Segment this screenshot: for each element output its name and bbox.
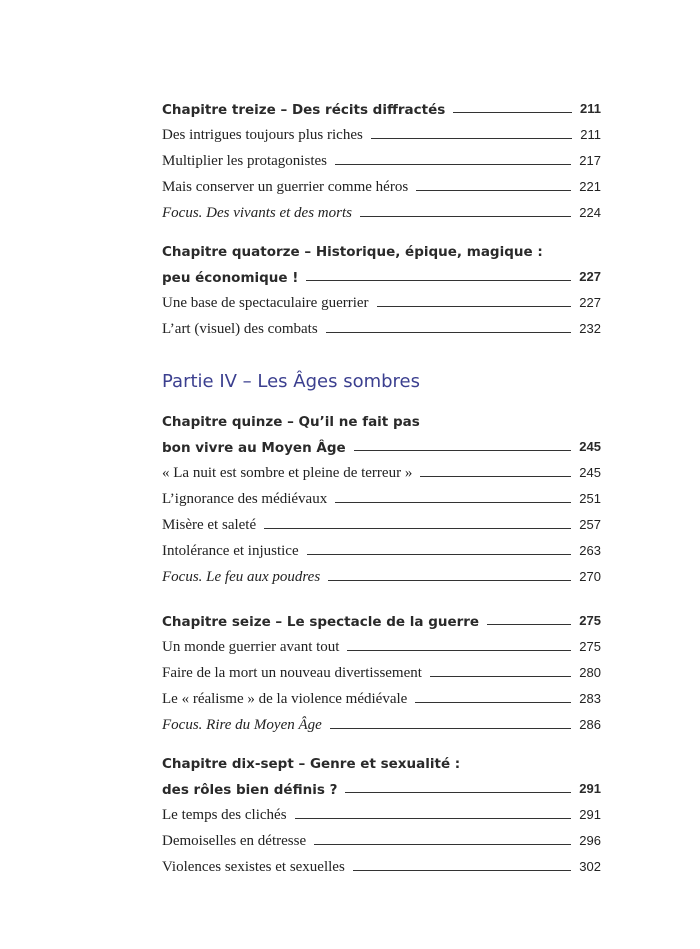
- chapter-block: [162, 410, 601, 586]
- section-entry[interactable]: [162, 798, 601, 824]
- chapter-title-line: Chapitre quatorze – Historique, épique, magique :: [162, 244, 543, 260]
- chapter-title: des rôles bien définis ?: [162, 781, 338, 798]
- focus-entry[interactable]: [162, 708, 601, 734]
- leader-line: [353, 870, 571, 871]
- chapter-title-entry[interactable]: [162, 604, 601, 630]
- section-entry[interactable]: [162, 682, 601, 708]
- section-title: Focus. Le feu aux poudres: [162, 569, 321, 585]
- section-title: Le temps des clichés: [162, 807, 287, 823]
- page-number: 283: [579, 691, 601, 707]
- leader-line: [335, 164, 571, 165]
- leader-line: [306, 280, 571, 281]
- section-title: Faire de la mort un nouveau divertissement: [162, 665, 422, 681]
- chapter-block: [162, 604, 601, 734]
- leader-line: [328, 580, 571, 581]
- section-entry[interactable]: [162, 286, 601, 312]
- page-number: 227: [579, 295, 601, 311]
- leader-line: [345, 792, 571, 793]
- page-number: 245: [579, 439, 601, 455]
- page-number: 296: [579, 833, 601, 849]
- section-title: Mais conserver un guerrier comme héros: [162, 179, 409, 195]
- page-number: 286: [579, 717, 601, 733]
- chapter-title-line: Chapitre dix-sept – Genre et sexualité :: [162, 756, 461, 772]
- section-title: Focus. Rire du Moyen Âge: [162, 717, 322, 733]
- section-entry[interactable]: [162, 144, 601, 170]
- page-number: 245: [579, 465, 601, 481]
- page-number: 291: [579, 781, 601, 797]
- page-number: 227: [579, 269, 601, 285]
- section-entry[interactable]: [162, 534, 601, 560]
- table-of-contents: [162, 92, 601, 876]
- page-number: 251: [579, 491, 601, 507]
- section-title: Violences sexistes et sexuelles: [162, 859, 345, 875]
- chapter-title-entry[interactable]: [162, 430, 601, 456]
- section-entry[interactable]: [162, 312, 601, 338]
- leader-line: [416, 190, 571, 191]
- leader-line: [335, 502, 571, 503]
- section-title: Demoiselles en détresse: [162, 833, 307, 849]
- page-number: 221: [579, 179, 601, 195]
- section-title: Intolérance et injustice: [162, 543, 299, 559]
- page-number: 257: [579, 517, 601, 533]
- section-entry[interactable]: [162, 482, 601, 508]
- section-title: Des intrigues toujours plus riches: [162, 127, 363, 143]
- section-title: Misère et saleté: [162, 517, 257, 533]
- chapter-block: [162, 240, 601, 338]
- section-entry[interactable]: [162, 508, 601, 534]
- section-entry[interactable]: [162, 456, 601, 482]
- section-title: Une base de spectaculaire guerrier: [162, 295, 369, 311]
- section-entry[interactable]: [162, 850, 601, 876]
- section-entry[interactable]: [162, 170, 601, 196]
- leader-line: [354, 450, 572, 451]
- page-number: 211: [580, 101, 601, 117]
- page-number: 302: [579, 859, 601, 875]
- leader-line: [487, 624, 571, 625]
- leader-line: [371, 138, 572, 139]
- chapter-title-entry[interactable]: [162, 260, 601, 286]
- chapter-title-entry[interactable]: [162, 92, 601, 118]
- page-number: 275: [579, 639, 601, 655]
- leader-line: [314, 844, 571, 845]
- focus-entry[interactable]: [162, 196, 601, 222]
- chapter-title-entry[interactable]: [162, 772, 601, 798]
- page-number: 224: [579, 205, 601, 221]
- page-number: 263: [579, 543, 601, 559]
- leader-line: [430, 676, 571, 677]
- leader-line: [377, 306, 572, 307]
- leader-line: [307, 554, 572, 555]
- chapter-title: Chapitre treize – Des récits diffractés: [162, 101, 446, 118]
- chapter-block: [162, 92, 601, 222]
- section-entry[interactable]: [162, 630, 601, 656]
- section-title: Le « réalisme » de la violence médiévale: [162, 691, 408, 707]
- section-entry[interactable]: [162, 118, 601, 144]
- part-title: Partie IV – Les Âges sombres: [162, 371, 421, 392]
- page-number: 270: [579, 569, 601, 585]
- leader-line: [330, 728, 571, 729]
- section-title: « La nuit est sombre et pleine de terreur »: [162, 465, 413, 481]
- leader-line: [360, 216, 571, 217]
- page-number: 275: [579, 613, 601, 629]
- leader-line: [453, 112, 572, 113]
- page-number: 232: [579, 321, 601, 337]
- leader-line: [326, 332, 572, 333]
- page-number: 211: [580, 127, 601, 143]
- chapter-title-line: Chapitre quinze – Qu’il ne fait pas: [162, 414, 420, 430]
- section-title: L’art (visuel) des combats: [162, 321, 318, 337]
- chapter-title: bon vivre au Moyen Âge: [162, 439, 346, 456]
- focus-entry[interactable]: [162, 560, 601, 586]
- chapter-block: [162, 752, 601, 876]
- section-entry[interactable]: [162, 656, 601, 682]
- section-title: Focus. Des vivants et des morts: [162, 205, 352, 221]
- leader-line: [264, 528, 571, 529]
- section-title: Un monde guerrier avant tout: [162, 639, 340, 655]
- leader-line: [420, 476, 571, 477]
- chapter-title: peu économique !: [162, 269, 299, 286]
- page-number: 217: [579, 153, 601, 169]
- leader-line: [295, 818, 572, 819]
- chapter-title: Chapitre seize – Le spectacle de la guerre: [162, 613, 480, 630]
- section-entry[interactable]: [162, 824, 601, 850]
- section-title: Multiplier les protagonistes: [162, 153, 327, 169]
- leader-line: [415, 702, 571, 703]
- section-title: L’ignorance des médiévaux: [162, 491, 328, 507]
- page-number: 291: [579, 807, 601, 823]
- page-number: 280: [579, 665, 601, 681]
- leader-line: [347, 650, 571, 651]
